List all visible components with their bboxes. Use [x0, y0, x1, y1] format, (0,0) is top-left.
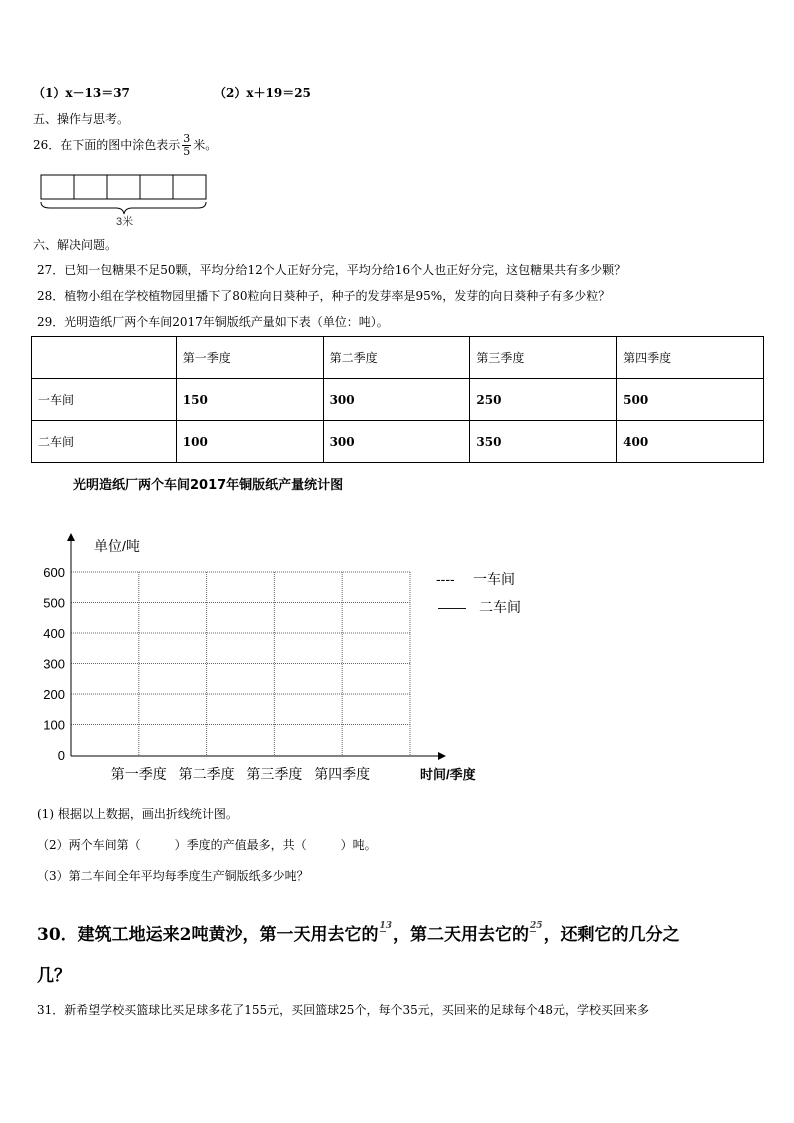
- legend-marker-2: ——: [438, 599, 466, 615]
- x-tick-label: 第二季度: [178, 766, 235, 782]
- table-cell: 300: [323, 421, 470, 463]
- table-row: [32, 379, 764, 421]
- chart-grid: [71, 572, 410, 755]
- q31-text: 31．新希望学校买篮球比买足球多花了155元，买回篮球25个，每个35元，买回来的足球每个48元，学校买回来多: [37, 1003, 649, 1017]
- legend-marker-1: ----: [436, 571, 455, 587]
- q26-bar-label: 3米: [116, 216, 134, 228]
- x-tick-label: 第三季度: [246, 766, 303, 782]
- table-cell: 350: [470, 421, 617, 463]
- q30-line2: 几？: [37, 966, 71, 986]
- section6-heading: 六、解决问题。: [33, 238, 118, 252]
- table-row-label: 二车间: [32, 421, 177, 463]
- q26-prefix: 26．在下面的图中涂色表示: [33, 138, 181, 152]
- x-axis-label: 时间/季度: [420, 767, 476, 782]
- q30-prefix: 30．建筑工地运来2吨黄沙，第一天用去它的: [37, 925, 379, 945]
- q29-sub1: (1) 根据以上数据，画出折线统计图。: [37, 807, 238, 821]
- q26-bar-outline: [41, 175, 206, 199]
- q25-part1: （1）x－13＝37: [33, 86, 130, 100]
- x-tick-label: 第四季度: [314, 766, 371, 782]
- table-header-cell: 第三季度: [470, 337, 617, 379]
- q29-sub3: （3）第二车间全年平均每季度生产铜版纸多少吨？: [37, 869, 309, 883]
- table-cell: 400: [617, 421, 764, 463]
- q26-brace: [41, 202, 206, 214]
- y-tick-label: 0: [57, 748, 65, 763]
- q26-question: [33, 133, 217, 158]
- y-tick-label: 400: [43, 626, 65, 641]
- table-cell: 100: [176, 421, 323, 463]
- production-table: [31, 336, 764, 463]
- q30-middle: ，第二天用去它的: [393, 925, 530, 945]
- q29-sub2-part-a: （2）两个车间第（: [37, 838, 141, 852]
- table-cell: 250: [470, 379, 617, 421]
- q26-suffix: 米。: [193, 138, 218, 152]
- table-cell: 300: [323, 379, 470, 421]
- q30-line1: [37, 920, 680, 945]
- table-header-cell: 第二季度: [323, 337, 470, 379]
- q29-sub2-part-c: ）吨。: [340, 838, 377, 852]
- q26-fraction: $\frac{3}{5}$: [183, 132, 191, 158]
- y-tick-label: 100: [43, 717, 65, 733]
- q29-sub2-part-b: ）季度的产值最多，共（: [174, 838, 307, 852]
- q29-intro: 29．光明造纸厂两个车间2017年铜版纸产量如下表（单位：吨）。: [37, 315, 389, 329]
- table-cell: 500: [617, 379, 764, 421]
- table-header-row: [32, 337, 764, 379]
- q25-part2: （2）x＋19＝25: [214, 86, 311, 100]
- q28-text: 28．植物小组在学校植物园里播下了80粒向日葵种子，种子的发芽率是95%，发芽的向日葵种子有多少粒？: [37, 289, 611, 303]
- y-tick-label: 300: [43, 656, 65, 672]
- q29-sub2: [37, 836, 377, 853]
- table-row: [32, 421, 764, 463]
- q30-fraction-1: 13: [379, 920, 393, 931]
- legend-label-2: 二车间: [479, 599, 521, 615]
- q30-suffix: ，还剩它的几分之: [543, 925, 680, 945]
- q27-text: 27．已知一包糖果不足50颗，平均分给12个人正好分完，平均分给16个人也正好分完，这包糖果共有多少颗？: [37, 263, 627, 277]
- table-cell: 150: [176, 379, 323, 421]
- x-tick-label: 第一季度: [110, 766, 167, 782]
- y-tick-label: 600: [43, 565, 65, 580]
- y-tick-label: 500: [43, 595, 65, 611]
- q26-bar-diagram: [38, 172, 213, 232]
- y-axis-label: 单位/吨: [94, 538, 140, 554]
- table-header-cell: 第一季度: [176, 337, 323, 379]
- y-tick-label: 200: [43, 687, 65, 702]
- q30-fraction-2: 25: [530, 920, 543, 931]
- table-row-label: 一车间: [32, 379, 177, 421]
- section5-heading: 五、操作与思考。: [33, 112, 130, 126]
- chart-title: 光明造纸厂两个车间2017年铜版纸产量统计图: [73, 478, 344, 493]
- table-header-cell: 第四季度: [617, 337, 764, 379]
- line-chart: [0, 520, 794, 795]
- legend: [436, 571, 521, 615]
- legend-label-1: 一车间: [473, 571, 515, 587]
- table-header-cell: [32, 337, 177, 379]
